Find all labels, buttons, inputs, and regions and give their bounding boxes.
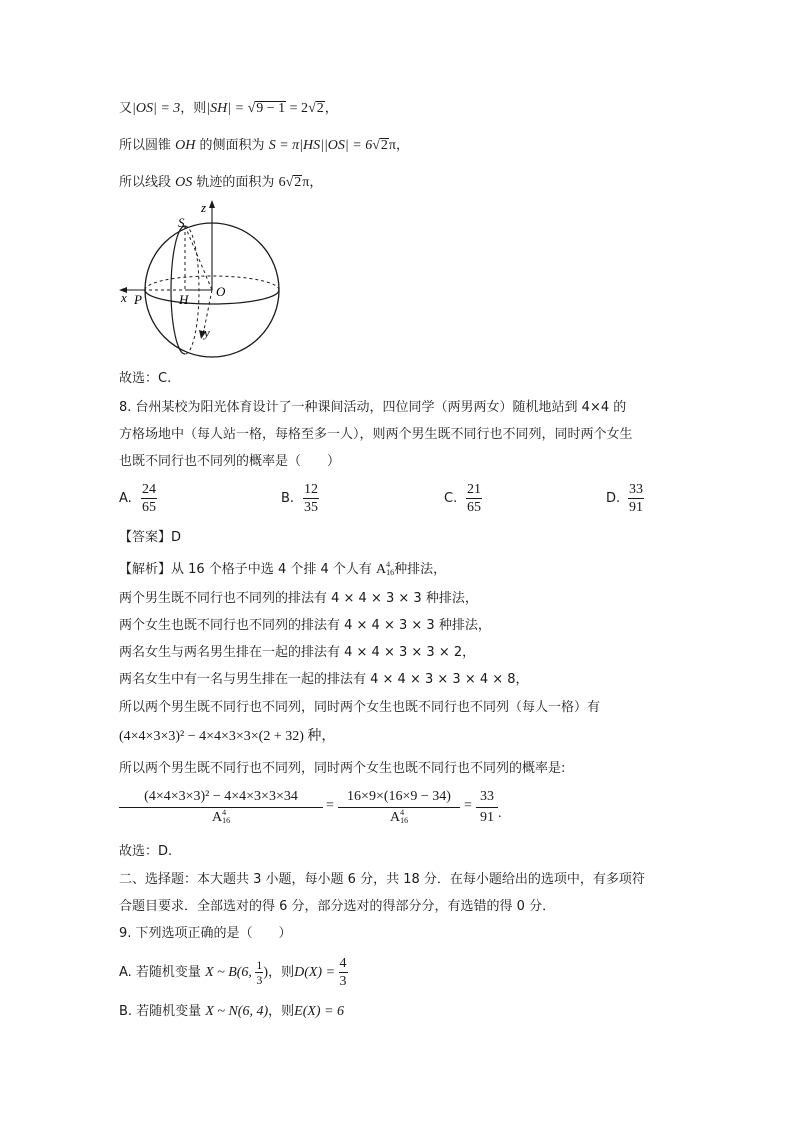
label-y: y <box>204 325 210 340</box>
text: ，则 <box>268 1004 295 1019</box>
answer: 【答案】D <box>119 530 182 545</box>
denominator: 3 <box>339 974 347 989</box>
math: D(X) = <box>294 965 339 980</box>
math: 9 − 1 <box>256 101 286 116</box>
label-s: S <box>178 215 185 230</box>
y-axis-inner <box>204 290 212 330</box>
math: 2 <box>380 138 388 153</box>
subscript: 16 <box>386 568 395 577</box>
label-o: O <box>216 284 226 299</box>
math: 6 <box>278 175 286 190</box>
line-os-sh: 又|OS| = 3，则|SH| = √9 − 1 = 2√2， <box>119 101 338 116</box>
equals-2: = <box>464 798 472 813</box>
math: S = π|HS||OS| = 6 <box>268 138 373 153</box>
math: ) <box>263 965 269 980</box>
section2-line-2: 合题目要求．全部选对的得 6 分，部分选对的得部分分，有选错的得 0 分． <box>119 899 556 914</box>
numerator: 16×9×(16×9 − 34) <box>338 788 460 808</box>
math: OS <box>175 175 193 190</box>
math: π <box>302 175 310 190</box>
choose-d: 故选：D. <box>119 844 173 859</box>
line-trajectory-area: 所以线段 OS 轨迹的面积为 6√2π， <box>119 175 323 190</box>
math: X ~ N(6, 4) <box>205 1004 269 1019</box>
option-letter: D. <box>606 491 621 506</box>
analysis-line-7: (4×4×3×3)² − 4×4×3×3×(2 + 32) 种， <box>119 729 336 744</box>
math: 2 <box>316 101 324 116</box>
section2-line-1: 二、选择题：本大题共 3 小题，每小题 6 分，共 18 分．在每小题给出的选项中，有多项符 <box>119 872 645 887</box>
text: ，则 <box>180 101 207 116</box>
numerator: 21 <box>467 482 481 497</box>
numerator: (4×4×3×3)² − 4×4×3×3×34 <box>119 788 323 808</box>
denominator: 3 <box>256 973 263 987</box>
line-cone-area: 所以圆锥 OH 的侧面积为 S = π|HS||OS| = 6√2π， <box>119 138 409 153</box>
text: ，则 <box>268 965 295 980</box>
analysis-line-2: 两个男生既不同行也不同列的排法有 4 × 4 × 3 × 3 种排法， <box>119 591 478 606</box>
analysis-line-5: 两名女生中有一名与男生排在一起的排法有 4 × 4 × 3 × 3 × 4 × 8， <box>119 672 529 687</box>
numerator: 33 <box>629 482 643 497</box>
option-letter: A. <box>119 491 132 506</box>
math: π <box>388 138 396 153</box>
q8-line-1: 8. 台州某校为阳光体育设计了一种课间活动，四位同学（两男两女）随机地站到 4×4 的 <box>119 400 627 415</box>
option-a <box>119 481 157 516</box>
choose-c: 故选：C. <box>119 371 172 386</box>
option-b <box>281 481 319 516</box>
text: 轨迹的面积为 <box>196 175 275 190</box>
q9-option-a <box>119 953 348 993</box>
option-c <box>444 481 482 516</box>
superscript: 4 <box>400 808 405 817</box>
text: ， <box>324 101 338 116</box>
analysis-line-3: 两个女生也既不同行也不同列的排法有 4 × 4 × 3 × 3 种排法， <box>119 618 491 633</box>
label-h: H <box>179 292 189 307</box>
text: 【解析】从 16 个格子中选 4 个排 4 个人有 <box>119 562 377 577</box>
period: . <box>498 806 502 821</box>
label-p: P <box>134 292 142 307</box>
text: ， <box>395 138 409 153</box>
superscript: 4 <box>386 560 391 569</box>
sphere-figure <box>115 196 295 366</box>
text: 又 <box>119 101 133 116</box>
q9-option-b <box>119 1002 344 1022</box>
numerator: 24 <box>142 482 156 497</box>
text: 所以线段 <box>119 175 172 190</box>
math: OH <box>175 138 196 153</box>
label-x: x <box>121 290 127 305</box>
numerator: 33 <box>476 788 498 808</box>
denominator: 91 <box>480 810 494 825</box>
fraction-2 <box>338 788 460 827</box>
math: = 2 <box>286 101 309 116</box>
math: A <box>211 810 223 825</box>
text: B. 若随机变量 <box>119 1004 202 1019</box>
math: |SH| = <box>206 101 248 116</box>
math: 2 <box>294 175 302 190</box>
denominator: 65 <box>142 500 156 515</box>
text: ， <box>309 175 323 190</box>
q8-line-3: 也既不同行也不同列的概率是（ ） <box>119 454 341 469</box>
math: A <box>376 562 387 577</box>
label-z: z <box>201 200 207 215</box>
subscript: 16 <box>222 816 231 825</box>
numerator: 12 <box>304 482 318 497</box>
denominator: 65 <box>467 500 481 515</box>
equals-1: = <box>326 798 334 813</box>
fraction-1 <box>119 788 323 827</box>
text: 种排法， <box>394 562 447 577</box>
z-arrow <box>209 200 215 208</box>
text: 所以圆锥 <box>119 138 172 153</box>
q9-stem: 9. 下列选项正确的是（ ） <box>119 926 292 941</box>
math: E(X) = 6 <box>294 1004 345 1019</box>
math: X ~ B(6, <box>205 965 256 980</box>
math: |OS| = 3 <box>132 101 181 116</box>
segment-so <box>185 226 212 290</box>
denominator: 35 <box>304 500 318 515</box>
analysis-line-4: 两名女生与两名男生排在一起的排法有 4 × 4 × 3 × 3 × 2， <box>119 645 476 660</box>
option-letter: B. <box>281 491 295 506</box>
q8-line-2: 方格场地中（每人站一格，每格至多一人），则两个男生既不同行也不同列，同时两个女生 <box>119 427 633 442</box>
numerator: 4 <box>339 956 347 971</box>
subscript: 16 <box>400 816 409 825</box>
numerator: 1 <box>256 958 263 972</box>
denominator: 91 <box>629 500 643 515</box>
analysis-line-6: 所以两个男生既不同行也不同列，同时两个女生也既不同行也不同列（每人一格）有 <box>119 700 601 715</box>
math: A <box>389 810 401 825</box>
fraction-3 <box>476 788 498 827</box>
option-d <box>606 481 644 516</box>
superscript: 4 <box>222 808 227 817</box>
option-letter: C. <box>444 491 458 506</box>
text: A. 若随机变量 <box>119 965 201 980</box>
analysis-line-8: 所以两个男生既不同行也不同列，同时两个女生也既不同行也不同列的概率是: <box>119 761 566 776</box>
text: 的侧面积为 <box>199 138 265 153</box>
analysis-line-1 <box>119 560 446 580</box>
